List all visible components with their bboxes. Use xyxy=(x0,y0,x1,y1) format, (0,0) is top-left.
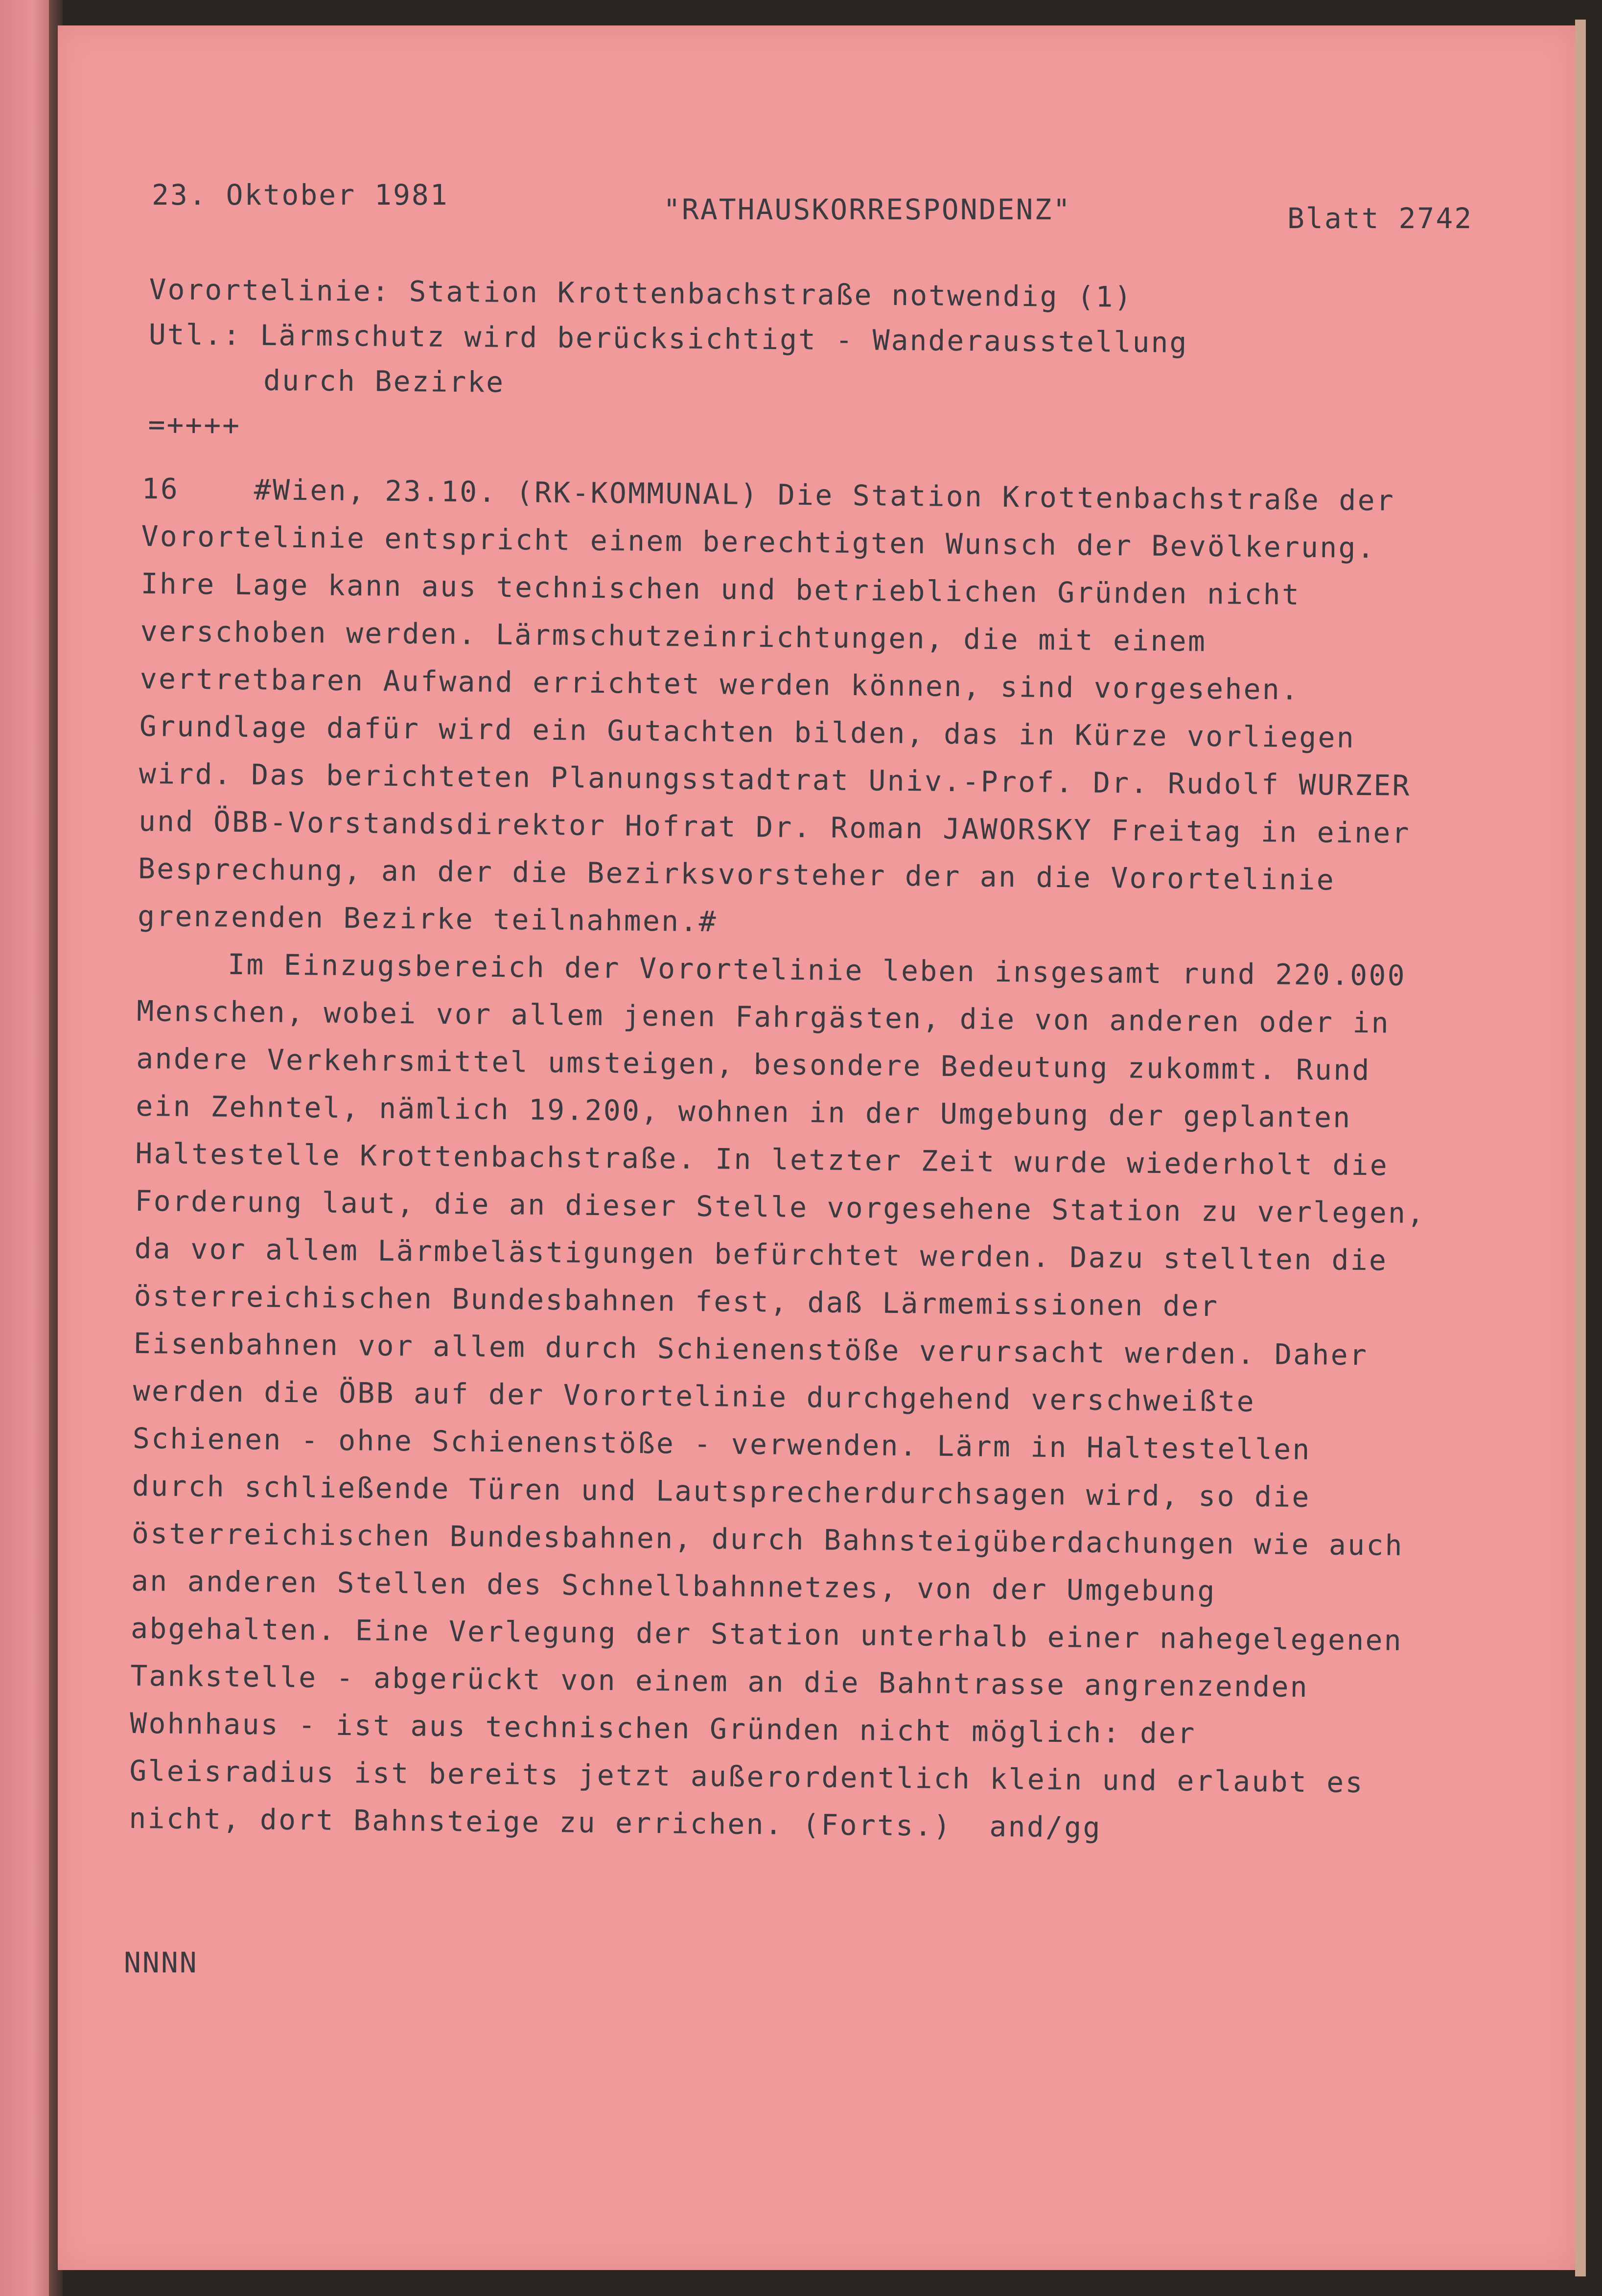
header-title: "RATHAUSKORRESPONDENZ" xyxy=(663,193,1072,226)
body-line: andere Verkehrsmittel umsteigen, besondere Bedeutung zukommt. Rund xyxy=(136,1041,1371,1087)
facing-page-edge xyxy=(0,0,55,2296)
headline-title: Vorortelinie: Station Krottenbachstraße notwendig (1) xyxy=(149,272,1133,314)
body-line: österreichischen Bundesbahnen fest, daß Lärmemissionen der xyxy=(134,1279,1219,1323)
header-sheet-number: Blatt 2742 xyxy=(1287,202,1473,235)
body-line: Grundlage dafür wird ein Gutachten bilden, das in Kürze vorliegen xyxy=(139,709,1356,754)
body-line: Besprechung, an der die Bezirksvorsteher der an die Vorortelinie xyxy=(138,851,1336,897)
subheadline-continued: durch Bezirke xyxy=(263,363,505,399)
article-body xyxy=(129,465,1512,1855)
body-line: grenzenden Bezirke teilnahmen.# xyxy=(137,899,718,938)
body-line: Gleisradius ist bereits jetzt außerordentlich klein und erlaubt es xyxy=(129,1754,1365,1800)
body-line: nicht, dort Bahnsteige zu errichen. (Forts.) and/gg xyxy=(129,1801,1102,1844)
body-line: Tankstelle - abgerückt von einem an die Bahntrasse angrenzenden xyxy=(130,1659,1309,1704)
body-line: Forderung laut, die an dieser Stelle vorgesehene Station zu verlegen, xyxy=(135,1184,1426,1230)
body-line: verschoben werden. Lärmschutzeinrichtungen, die mit einem xyxy=(140,614,1207,658)
body-line: österreichischen Bundesbahnen, durch Bahnsteigüberdachungen wie auch xyxy=(131,1516,1404,1562)
body-line: werden die ÖBB auf der Vorortelinie durchgehend verschweißte xyxy=(133,1374,1256,1418)
body-line: ein Zehntel, nämlich 19.200, wohnen in der Umgebung der geplanten xyxy=(136,1089,1352,1134)
body-line: vertretbaren Aufwand errichtet werden können, sind vorgesehen. xyxy=(139,661,1300,706)
subheadline: Utl.: Lärmschutz wird berücksichtigt - Wanderausstellung xyxy=(148,317,1188,359)
page-stack-edge xyxy=(1575,20,1586,2276)
headline-block xyxy=(148,267,1188,455)
header-date: 23. Oktober 1981 xyxy=(152,178,449,211)
body-line: Haltestelle Krottenbachstraße. In letzter Zeit wurde wiederholt die xyxy=(135,1136,1389,1182)
body-line: 16 #Wien, 23.10. (RK-KOMMUNAL) Die Station Krottenbachstraße der xyxy=(141,471,1395,517)
body-line: durch schließende Türen und Lautsprecherdurchsagen wird, so die xyxy=(132,1469,1311,1514)
body-line: Eisenbahnen vor allem durch Schienenstöße verursacht werden. Daher xyxy=(133,1326,1369,1372)
body-line: Vorortelinie entspricht einem berechtigten Wunsch der Bevölkerung. xyxy=(141,519,1376,565)
body-line: an anderen Stellen des Schnellbahnnetzes, von der Umgebung xyxy=(131,1564,1217,1608)
body-line: Schienen - ohne Schienenstöße - verwenden. Lärm in Haltestellen xyxy=(132,1421,1311,1467)
end-mark: NNNN xyxy=(124,1946,198,1979)
body-line: Ihre Lage kann aus technischen und betrieblichen Gründen nicht xyxy=(140,566,1301,611)
body-line: da vor allem Lärmbelästigungen befürchtet werden. Dazu stellten die xyxy=(134,1231,1388,1277)
body-line: Im Einzugsbereich der Vorortelinie leben insgesamt rund 220.000 xyxy=(227,947,1407,992)
body-line: und ÖBB-Vorstandsdirektor Hofrat Dr. Roman JAWORSKY Freitag in einer xyxy=(138,804,1411,850)
body-line: wird. Das berichteten Planungsstadtrat Univ.-Prof. Dr. Rudolf WURZER xyxy=(139,756,1412,802)
body-line: Menschen, wobei vor allem jenen Fahrgästen, die von anderen oder in xyxy=(136,994,1391,1040)
separator: =++++ xyxy=(148,407,241,442)
body-line: Wohnhaus - ist aus technischen Gründen nicht möglich: der xyxy=(130,1706,1197,1750)
body-line: abgehalten. Eine Verlegung der Station unterhalb einer nahegelegenen xyxy=(130,1611,1403,1657)
